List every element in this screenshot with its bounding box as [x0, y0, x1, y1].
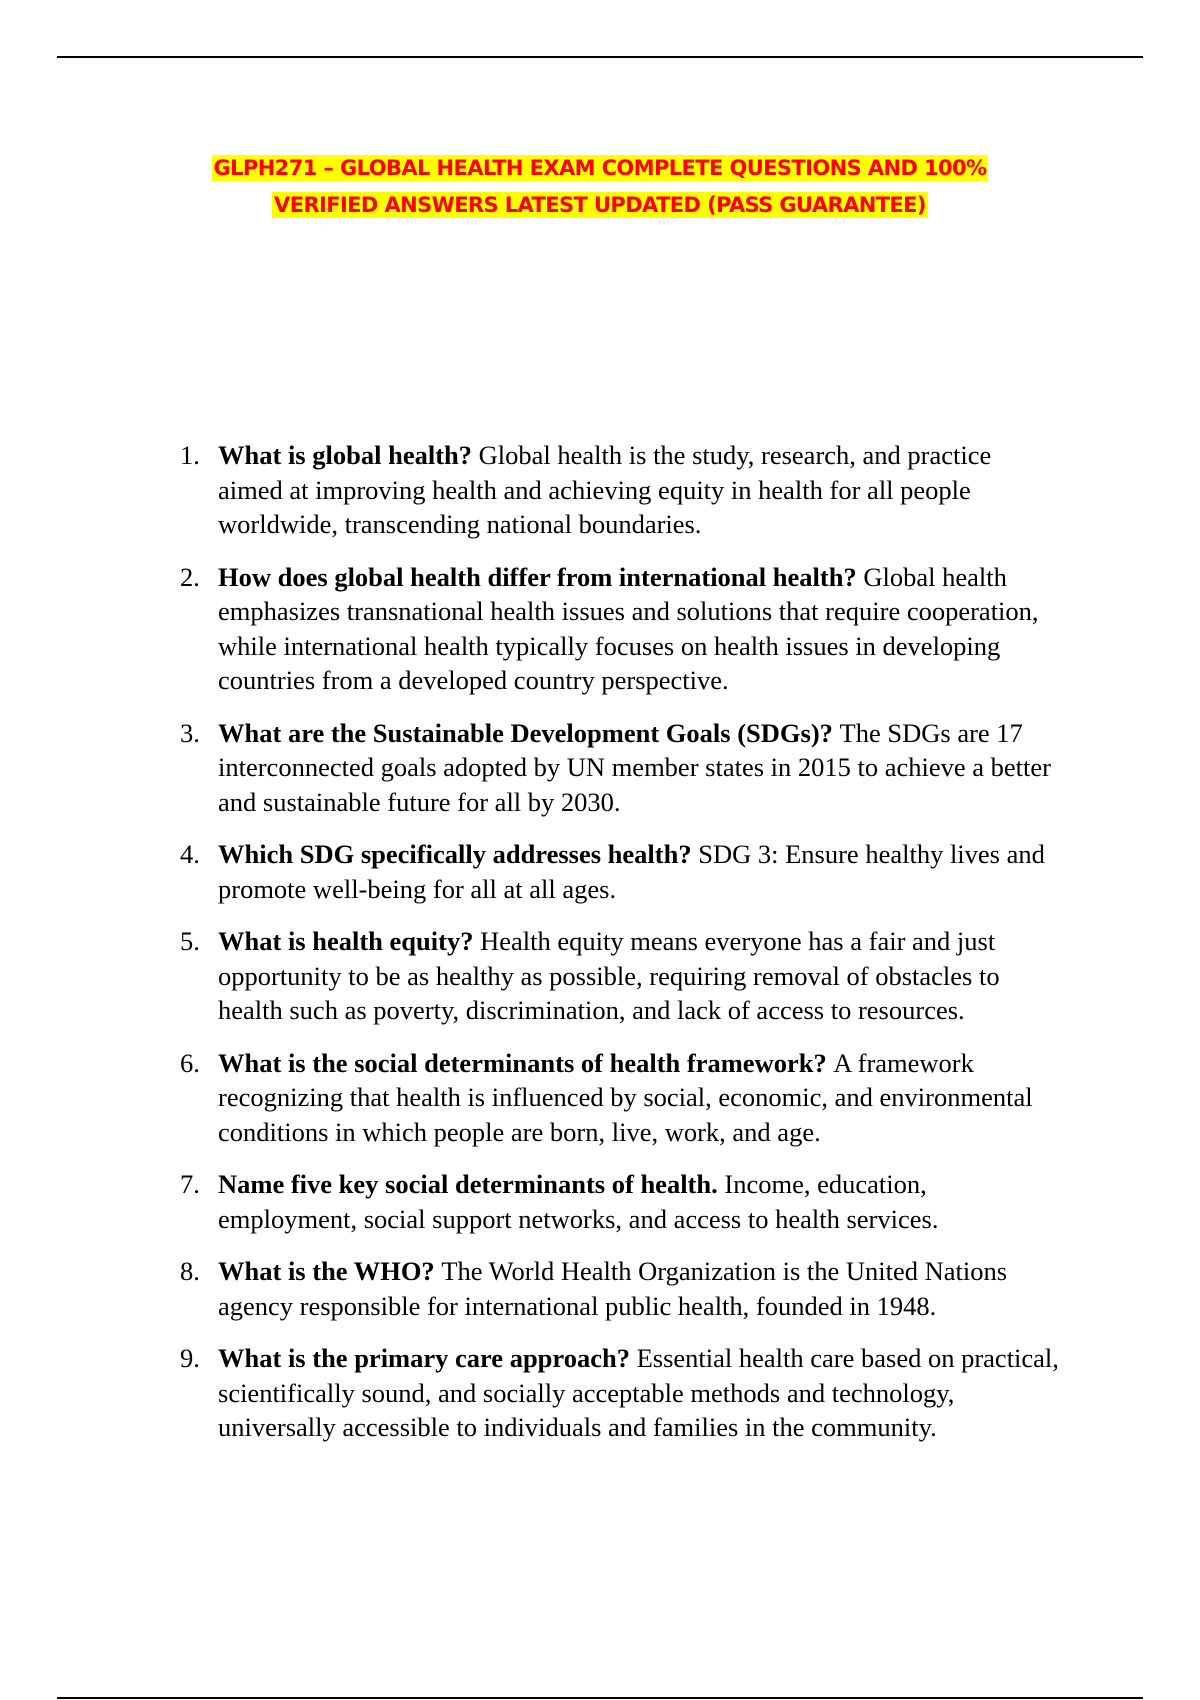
answer-text: SDG 3: Ensure healthy lives and promote well-being for all at all ages. — [218, 839, 1045, 904]
item-number: 4. — [180, 839, 200, 869]
item-number: 8. — [180, 1256, 200, 1286]
list-item — [180, 560, 1060, 698]
answer-text: Global health emphasizes transnational health issues and solutions that require cooperation, while international health typically focuses on health issues in developing countries from a developed country perspective. — [218, 561, 1039, 695]
item-number: 5. — [180, 926, 200, 956]
document-title — [0, 150, 1200, 224]
answer-text: Health equity means everyone has a fair and just opportunity to be as healthy as possible, requiring removal of obstacles to health such as poverty, discrimination, and lack of access to resources. — [218, 926, 1000, 1025]
item-number: 6. — [180, 1047, 200, 1078]
list-item — [180, 1167, 1060, 1236]
list-item — [180, 1046, 1060, 1150]
item-number: 9. — [180, 1343, 200, 1373]
question-text: What is the social determinants of health framework? — [218, 1047, 834, 1078]
question-text: What is the primary care approach? — [218, 1343, 637, 1373]
question-text: Name five key social determinants of health. — [218, 1169, 725, 1199]
answer-text: The World Health Organization is the United Nations agency responsible for international public health, founded in 1948. — [218, 1256, 1008, 1321]
title-line-2: VERIFIED ANSWERS LATEST UPDATED (PASS GUARANTEE) — [274, 193, 926, 217]
question-text: What is health equity? — [218, 926, 481, 956]
question-text: Which SDG specifically addresses health? — [218, 839, 699, 869]
answer-text: The SDGs are 17 interconnected goals adopted by UN member states in 2015 to achieve a better and sustainable future for all by 2030. — [218, 717, 1051, 817]
item-number: 1. — [180, 440, 200, 470]
item-number: 7. — [180, 1169, 200, 1199]
item-number: 3. — [180, 717, 200, 748]
list-item — [180, 716, 1060, 820]
item-number: 2. — [180, 561, 200, 592]
title-line-1: GLPH271 – GLOBAL HEALTH EXAM COMPLETE QUESTIONS AND 100% — [213, 156, 987, 180]
question-text: What is the WHO? — [218, 1256, 442, 1286]
question-text: What is global health? — [218, 440, 479, 470]
top-divider — [57, 56, 1143, 58]
question-text: How does global health differ from international health? — [218, 561, 864, 592]
question-text: What are the Sustainable Development Goals (SDGs)? — [218, 717, 840, 748]
answer-text: Essential health care based on practical, scientifically sound, and socially acceptable methods and technology, universally accessible to individuals and families in the community. — [218, 1343, 1059, 1442]
answer-text: Global health is the study, research, and practice aimed at improving health and achieving equity in health for all people worldwide, transcending national boundaries. — [218, 440, 992, 539]
list-item — [180, 1341, 1060, 1445]
list-item — [180, 837, 1060, 906]
list-item — [180, 1254, 1060, 1323]
answer-text: Income, education, employment, social support networks, and access to health services. — [218, 1169, 939, 1234]
list-item — [180, 438, 1060, 542]
question-list — [180, 438, 1060, 1463]
bottom-divider — [57, 1697, 1143, 1699]
answer-text: A framework recognizing that health is influenced by social, economic, and environmental conditions in which people are born, live, work, and age. — [218, 1047, 1033, 1147]
list-item — [180, 924, 1060, 1028]
